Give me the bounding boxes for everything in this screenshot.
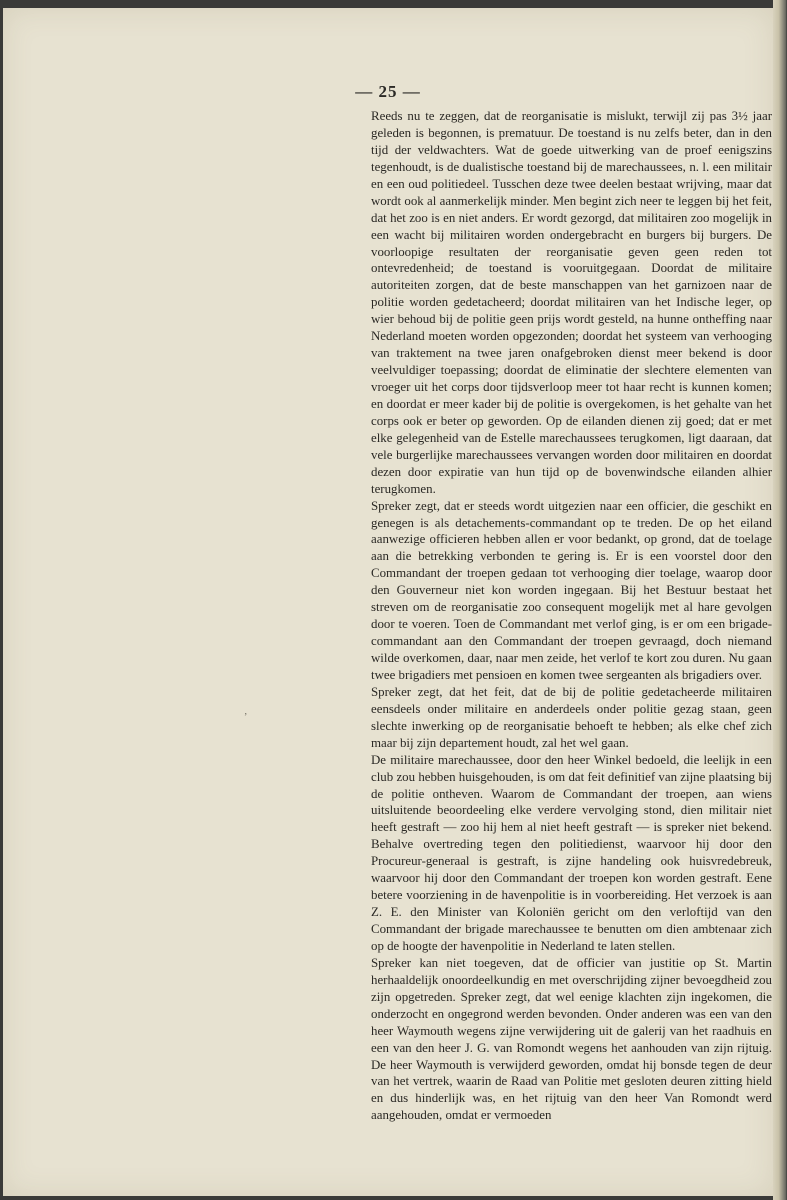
document-page [3,8,773,1196]
paragraph-4: De militaire marechaussee, door den heer Winkel bedoeld, die leelijk in een club zou hebben huisgehouden, is om dat feit definitief van zijne plaatsing bij de politie ontheven. Waarom de Commandant der troepen, aan wiens uitsluitende beoordeeling elke verdere vervolging stond, dien militair niet heeft gestraft — zoo hij hem al niet heeft gestraft — is spreker niet bekend. Behalve overtreding tegen den politiedienst, waarvoor hij door den Procureur-generaal is gestraft, is zijne handeling ook huisvredebreuk, waarvoor hij door den Commandant der troepen kon worden gestraft. Eene betere voorziening in de havenpolitie is in voorbereiding. Het verzoek is aan Z. E. den Minister van Koloniën gericht om den verloftijd van den Commandant der brigade marechaussee te benutten om dien ambtenaar zich op de hoogte der havenpolitie in Nederland te laten stellen. [371,752,772,953]
page-edge [773,0,787,1200]
stray-mark: ʼ [244,712,248,723]
paragraph-5: Spreker kan niet toegeven, dat de officier van justitie op St. Martin herhaaldelijk onoordeelkundig en met overschrijding zijner bevoegdheid zou zijn opgetreden. Spreker zegt, dat wel eenige klachten zijn ingekomen, die onderzocht en ongegrond werden bevonden. Onder anderen was een van den heer Waymouth wegens zijne verwijdering uit de galerij van het raadhuis en een van den heer J. G. van Romondt wegens het aanhouden van zijn rijtuig. De heer Waymouth is verwijderd geworden, omdat hij bonsde tegen de deur van het vertrek, waarin de Raad van Politie met gesloten deuren zitting hield en dus hinderlijk was, en het rijtuig van den heer Van Romondt werd aangehouden, omdat er vermoeden [371,955,772,1123]
paragraph-2: Spreker zegt, dat er steeds wordt uitgezien naar een officier, die geschikt en genegen is als detachements-commandant op te treden. De op het eiland aanwezige officieren hebben allen er voor bedankt, op grond, dat de toelage aan die betrekking verbonden te gering is. Er is een voorstel door den Commandant der troepen gedaan tot verhooging dier toelage, waarop door den Gouverneur niet kon worden ingegaan. Bij het Bestuur bestaat het streven om de reorganisatie zoo consequent mogelijk met al hare gevolgen door te voeren. Toen de Commandant met verlof ging, is er om een brigade-commandant aan den Commandant der troepen gevraagd, doch niemand wilde overkomen, daar, naar men zeide, het verlof te kort zou duren. Nu gaan twee brigadiers met pensioen en komen twee sergeanten als brigadiers over. [371,498,772,682]
page-number: — 25 — [355,82,421,101]
paragraph-1: Reeds nu te zeggen, dat de reorganisatie is mislukt, terwijl zij pas 3½ jaar geleden is begonnen, is prematuur. De toestand is nu zelfs beter, dan in den tijd der veldwachters. Wat de goede uitwerking van de proef eenigszins tegenhoudt, is de dualistische toestand bij de marechaussees, n. l. een militair en een oud politiedeel. Tusschen deze twee deelen bestaat wrijving, maar dat wordt ook al aanmerkelijk minder. Men begint zich neer te leggen bij het feit, dat het zoo is en niet anders. Er wordt gezorgd, dat militairen zoo mogelijk in een wacht bij militairen worden ondergebracht en burgers bij burgers. De voorloopige resultaten der reorganisatie geven geen reden tot ontevredenheid; de toestand is vooruitgegaan. Doordat de militaire autoriteiten zorgen, dat de beste manschappen van het garnizoen naar de politie worden gedetacheerd; doordat militairen van het Indische leger, op wier behoud bij de politie geen prijs wordt gesteld, na hunne ontheffing naar Nederland moeten worden opgezonden; doordat het systeem van verhooging van traktement na twee jaren onafgebroken dienst meer bekend is door veelvuldiger toepassing; doordat de eliminatie der slechtere elementen van vroeger uit het corps door tijdsverloop meer tot haar recht is kunnen komen; en doordat er meer kader bij de politie is overgekomen, is het gehalte van het corps ook er beter op geworden. Op de eilanden dienen zij goed; dat er met elke gelegenheid van de Estelle marechaussees terugkomen, ligt daaraan, dat vele burgerlijke marechaussees vervangen worden door militairen en doordat dezen door expiratie van hun tijd op de bovenwindsche eilanden alhier terugkomen. [371,109,772,496]
paragraph-3: Spreker zegt, dat het feit, dat de bij de politie gedetacheerde militairen eensdeels onder militaire en anderdeels onder politie gezag staan, geen slechte inwerking op de reorganisatie behoeft te hebben; als elke chef zich maar bij zijn departement houdt, zal het wel gaan. [371,684,772,750]
body-text [371,108,772,1124]
